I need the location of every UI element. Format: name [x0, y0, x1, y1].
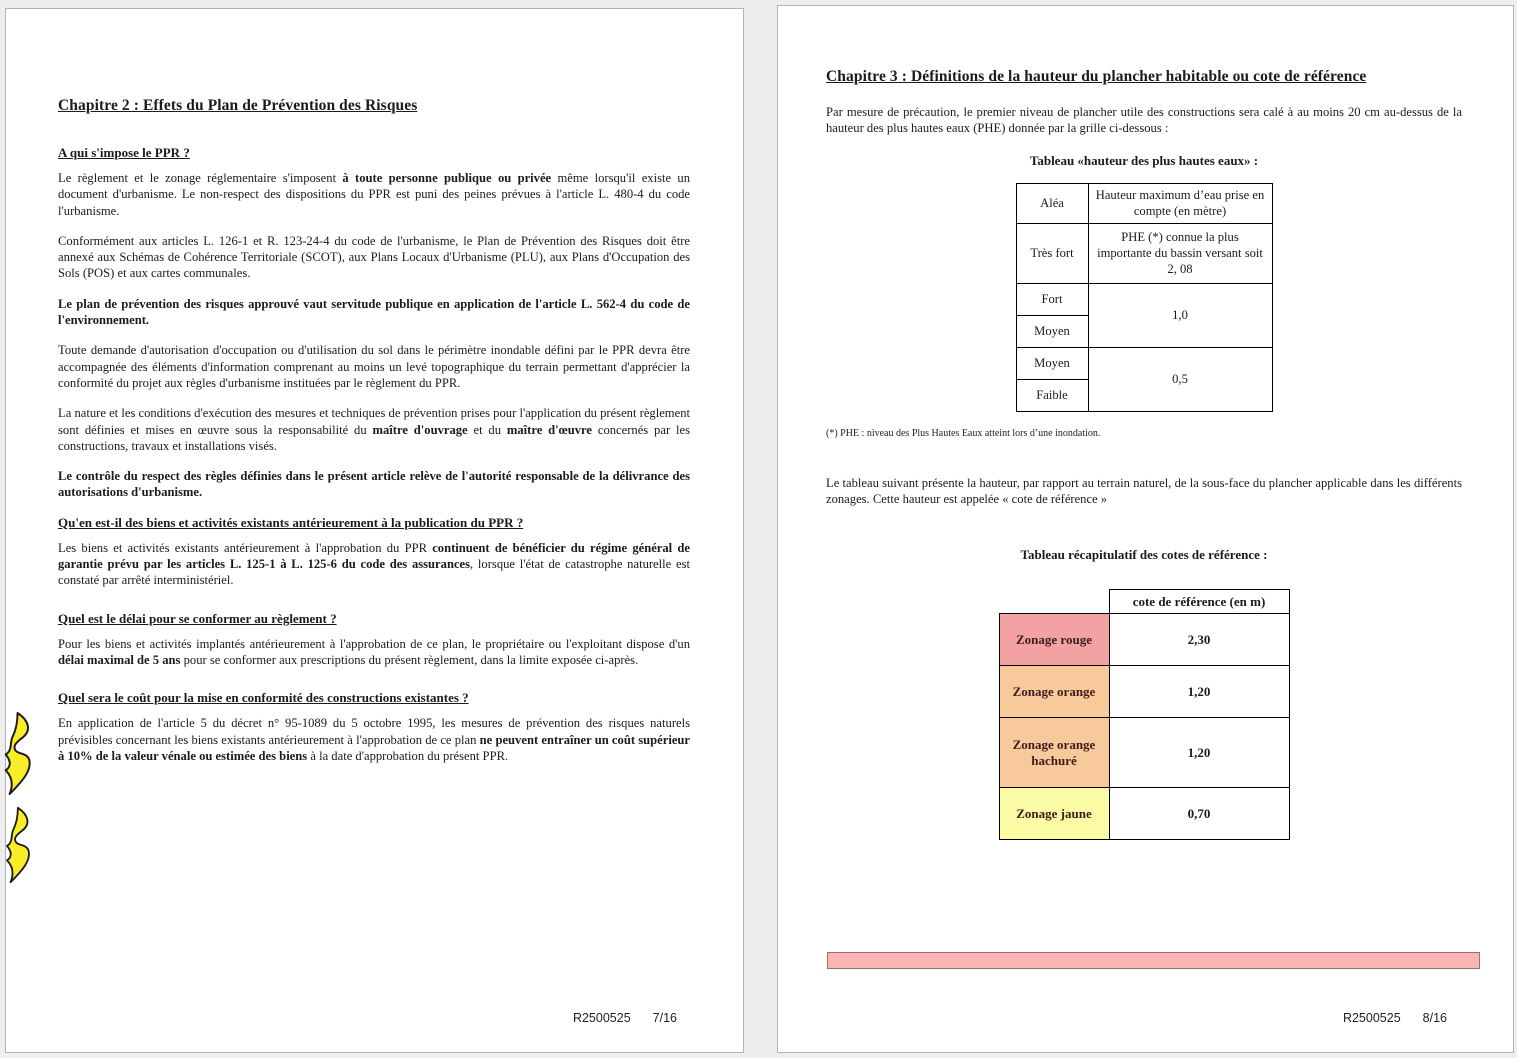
document-page-right — [777, 5, 1514, 1053]
table-footnote: (*) PHE : niveau des Plus Hautes Eaux atteint lors d’une inondation. — [826, 427, 1101, 439]
hautes-eaux-table — [1016, 183, 1273, 412]
doc-reference: R2500525 — [1342, 1011, 1401, 1025]
cotes-reference-table — [999, 589, 1290, 840]
page-number: 8/16 — [1422, 1011, 1447, 1025]
paragraph: Conformément aux articles L. 126-1 et R. 123-24-4 du code de l'urbanisme, le Plan de Prévention des Risques doit être annexé aux Schémas de Cohérence Territoriale (SCOT), aux Plans Locaux d'Urbanisme (PLU), aux Plans d'Occupation des Sols (POS) et aux cartes communales. — [58, 233, 690, 281]
paragraph: Toute demande d'autorisation d'occupation ou d'utilisation du sol dans le périmètre inondable défini par le PPR devra être accompagnée des éléments d'information comprenant au moins un levé topographique du terrain permettant d'apprécier la conformité du projet aux règles d'urbanisme instituées par le règlement du PPR. — [58, 343, 690, 390]
section-heading: Qu'en est-il des biens et activités existants antérieurement à la publication du PPR ? — [58, 514, 524, 530]
table-header-cell: Aléa — [1016, 183, 1088, 223]
paragraph: En application de l'article 5 du décret n° 95-1089 du 5 octobre 1995, les mesures de prévention des risques naturels prévisibles concernant les biens existants antérieurement à l'approbation de ce plan ne peuvent entraîner un coût supérieur à 10% de la valeur vénale ou estimée des biens à la date d'approbation du présent PPR. — [58, 716, 691, 763]
paragraph: Le contrôle du respect des règles définies dans le présent article relève de l'autorité responsable de la délivrance des autorisations d'urbanisme. — [58, 469, 690, 500]
table-cell: 0,70 — [1109, 788, 1289, 840]
zonage-orange-hachure-cell: Zonage orange hachuré — [999, 718, 1109, 788]
paragraph: Le plan de prévention des risques approuvé vaut servitude publique en application de l'article L. 562-4 du code de l'environnement. — [58, 296, 690, 328]
table-cell: 0,5 — [1088, 347, 1272, 411]
zonage-rouge-cell: Zonage rouge — [999, 614, 1109, 666]
document-page-left — [5, 8, 744, 1053]
page-footer — [1343, 1011, 1447, 1025]
page-footer — [573, 1011, 677, 1025]
paragraph: Pour les biens et activités implantés antérieurement à l'approbation de ce plan, le propriétaire ou l'exploitant dispose d'un délai maximal de 5 ans pour se conformer aux prescriptions du présent règlement, dans la limite exposée ci-après. — [58, 636, 690, 667]
zonage-orange-cell: Zonage orange — [999, 666, 1109, 718]
paragraph: Par mesure de précaution, le premier niveau de plancher utile des constructions sera calé à au moins 20 cm au-dessus de la hauteur des plus hautes eaux (PHE) donnée par la grille ci-dessous : — [826, 105, 1462, 136]
table-cell: Faible — [1016, 379, 1088, 411]
right-page-content — [778, 6, 1513, 840]
table-cell: 1,0 — [1088, 283, 1272, 347]
left-page-content — [6, 9, 743, 764]
left-page-blocks — [58, 145, 690, 764]
table-title: Tableau récapitulatif des cotes de référence : — [1020, 547, 1268, 563]
table-cell: Fort — [1016, 283, 1088, 315]
chapter-title: Chapitre 3 : Définitions de la hauteur du plancher habitable ou cote de référence — [826, 68, 1367, 85]
table-cell: Moyen — [1016, 315, 1088, 347]
chapter-title: Chapitre 2 : Effets du Plan de Prévention des Risques — [58, 97, 418, 114]
section-heading: Quel sera le coût pour la mise en conformité des constructions existantes ? — [58, 690, 469, 706]
table-title: Tableau «hauteur des plus hautes eaux» : — [1029, 152, 1259, 168]
section-heading: A qui s'impose le PPR ? — [58, 145, 190, 160]
doc-reference: R2500525 — [572, 1011, 631, 1025]
section-heading: Quel est le délai pour se conformer au règlement ? — [58, 610, 337, 626]
paragraph: Le règlement et le zonage réglementaire s'imposent à toute personne publique ou privée même lorsqu'il existe un document d'urbanisme. Le non-respect des dispositions du PPR est puni des peines prévues à l'article L. 480-4 du code l'urbanisme. — [58, 171, 691, 218]
pink-highlight-bar — [827, 952, 1480, 969]
empty-corner-cell — [999, 590, 1109, 614]
paragraph: Le tableau suivant présente la hauteur, par rapport au terrain naturel, de la sous-face du plancher applicable dans les différents zonages. Cette hauteur est appelée « cote de référence » — [826, 475, 1462, 506]
table-cell: 1,20 — [1109, 666, 1289, 718]
table-cell: Très fort — [1016, 223, 1088, 283]
paragraph: La nature et les conditions d'exécution des mesures et techniques de prévention prises pour l'application du présent règlement sont définies et mises en œuvre sous la responsabilité du maître d'ouvrage et du maître d'œuvre concernés par les constructions, travaux et installations visés. — [58, 406, 690, 453]
table-cell: 2,30 — [1109, 614, 1289, 666]
table-header-cell: Hauteur maximum d’eau prise en compte (en mètre) — [1088, 183, 1272, 223]
zonage-jaune-cell: Zonage jaune — [999, 788, 1109, 840]
table-header-cell: cote de référence (en m) — [1109, 590, 1289, 614]
table-cell: PHE (*) connue la plus importante du bassin versant soit 2, 08 — [1088, 223, 1272, 283]
paragraph: Les biens et activités existants antérieurement à l'approbation du PPR continuent de bénéficier du régime général de garantie prévu par les articles L. 125-1 à L. 125-6 du code des assurances, lorsque l'état de catastrophe naturelle est constaté par arrêté interministériel. — [58, 540, 691, 588]
table-cell: 1,20 — [1109, 718, 1289, 788]
table-cell: Moyen — [1016, 347, 1088, 379]
page-number: 7/16 — [652, 1011, 677, 1025]
